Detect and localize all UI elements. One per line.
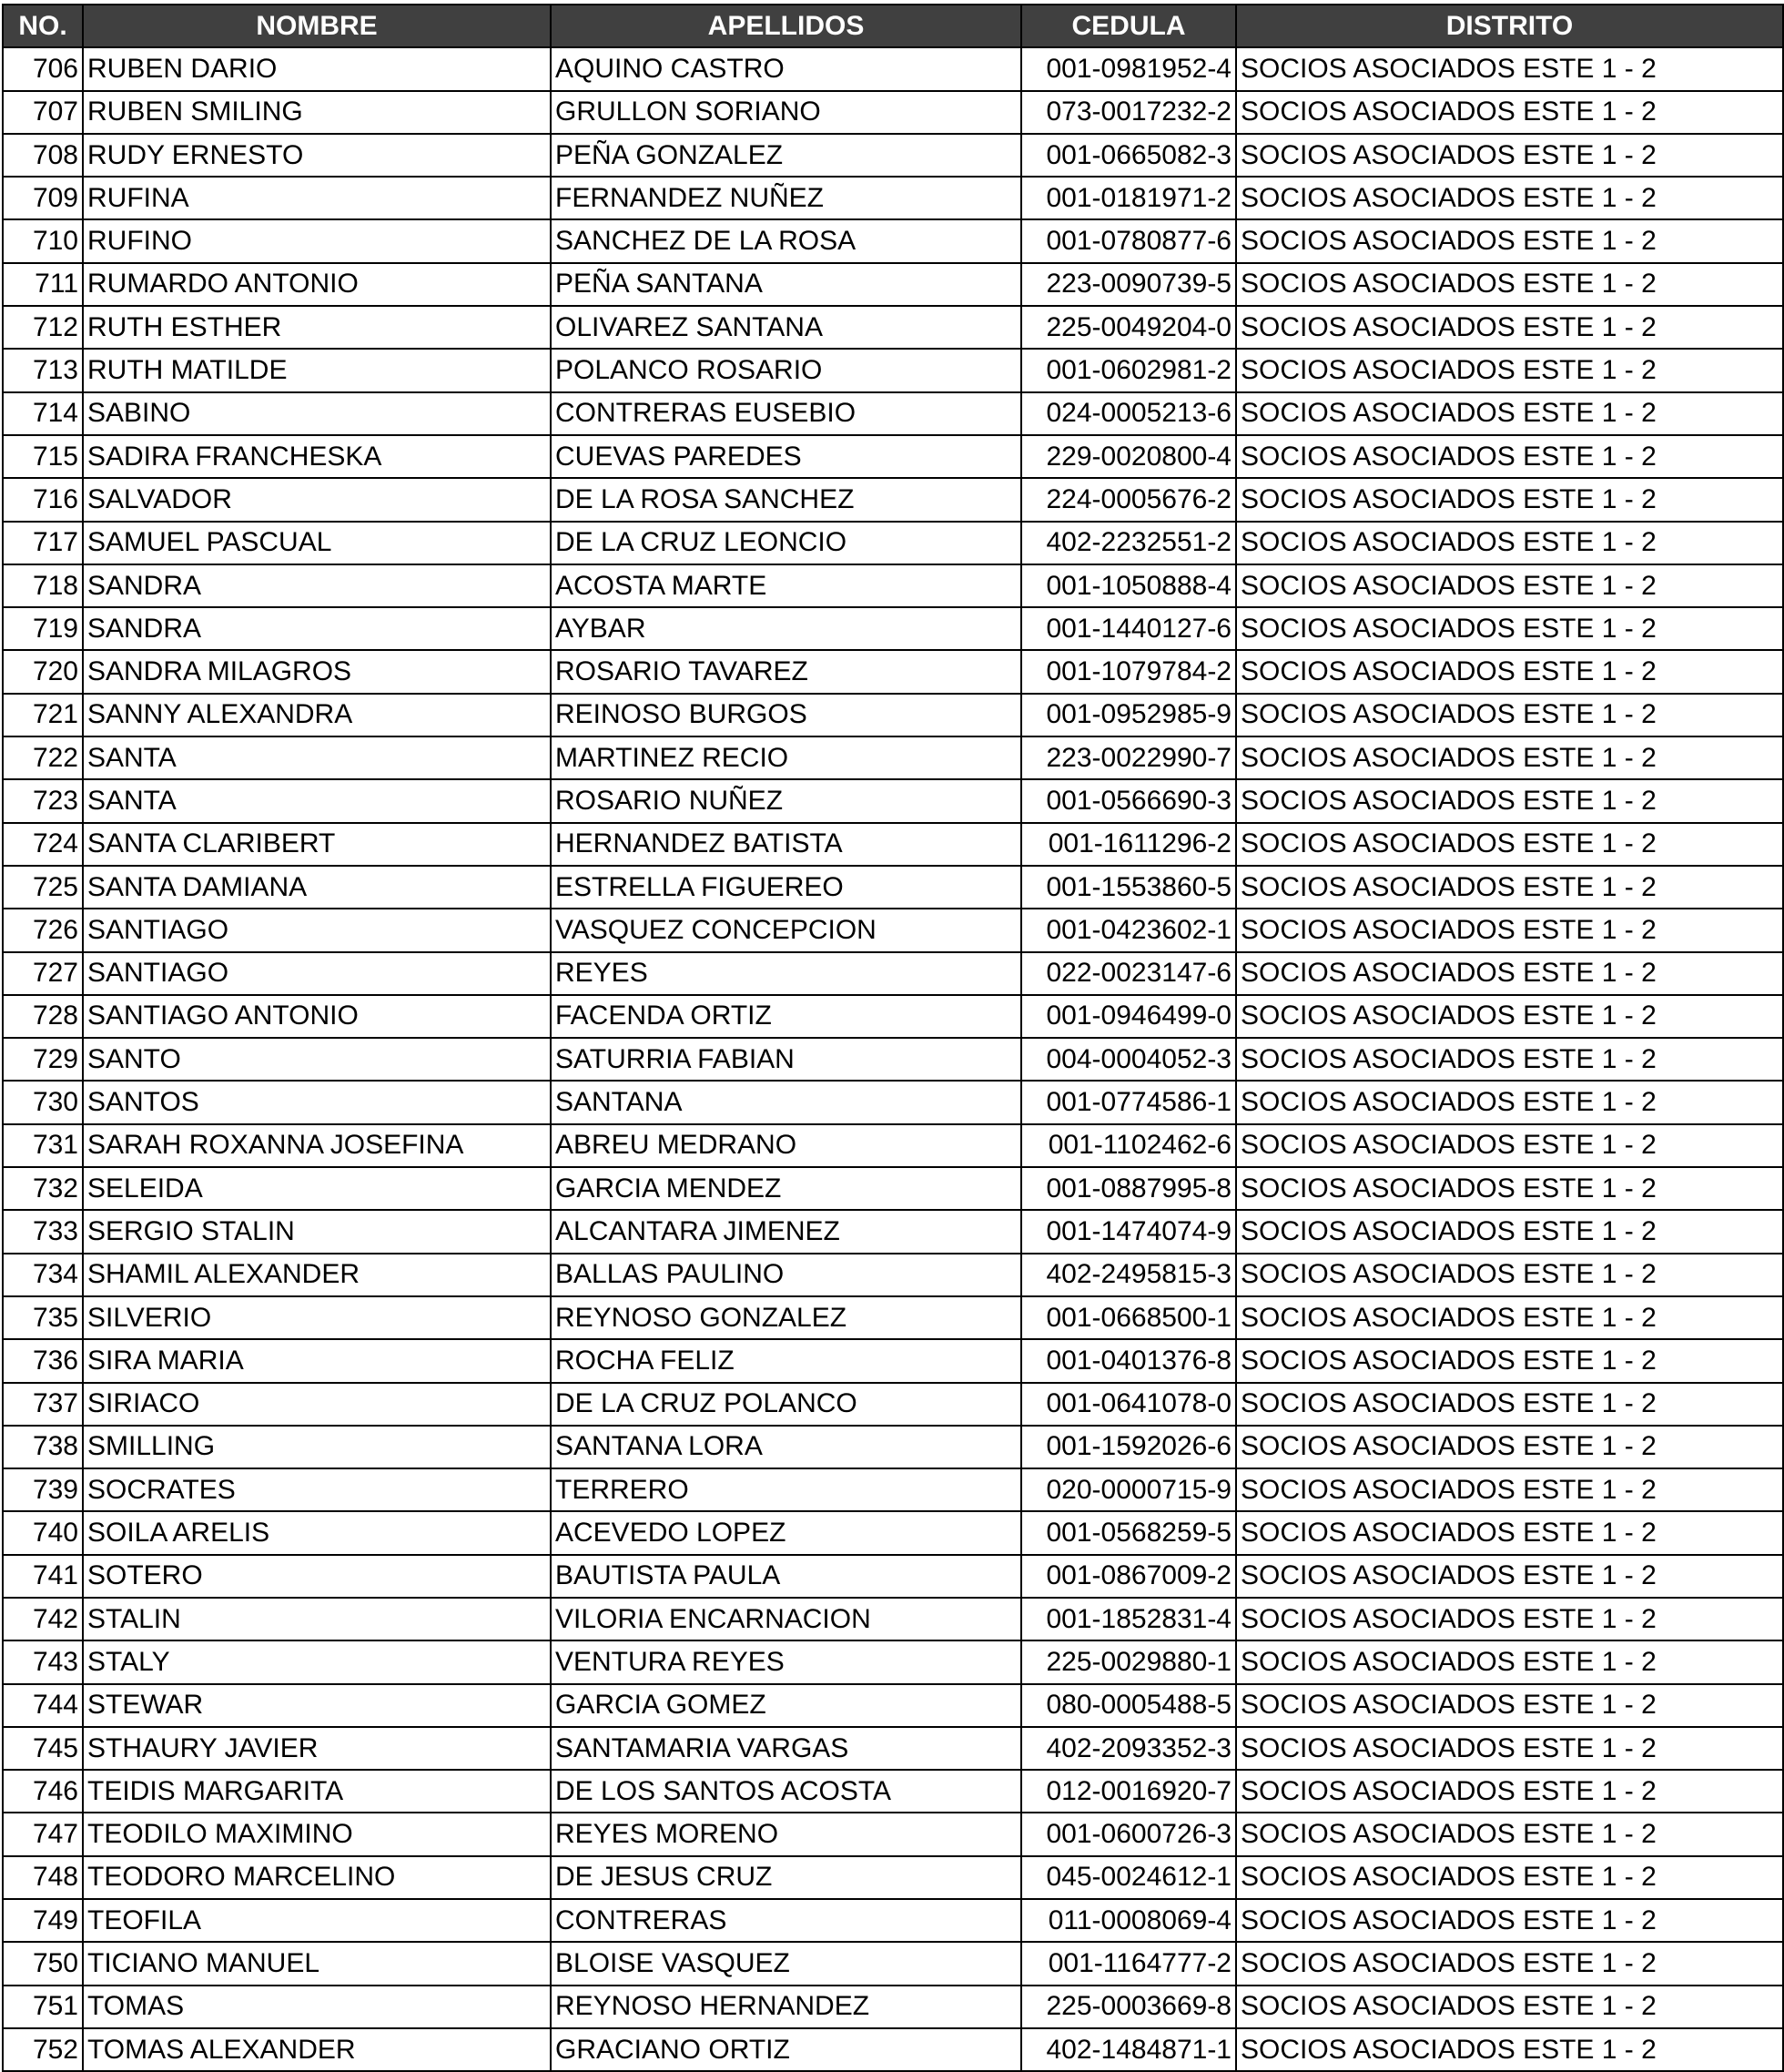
distrito-cell: SOCIOS ASOCIADOS ESTE 1 - 2 [1236,823,1783,866]
nombre-cell: SELEIDA [83,1167,551,1210]
distrito-cell: SOCIOS ASOCIADOS ESTE 1 - 2 [1236,607,1783,650]
distrito-cell: SOCIOS ASOCIADOS ESTE 1 - 2 [1236,306,1783,349]
nombre-cell: SANTA [83,736,551,779]
no-cell: 734 [3,1254,83,1296]
no-cell: 715 [3,435,83,478]
apellidos-cell: ALCANTARA JIMENEZ [551,1210,1021,1253]
no-cell: 729 [3,1038,83,1081]
no-cell: 708 [3,134,83,177]
cedula-cell: 001-0668500-1 [1021,1296,1236,1339]
column-header-cedula: CEDULA [1021,5,1236,47]
apellidos-cell: VENTURA REYES [551,1640,1021,1683]
table-row [3,177,1783,219]
table-row [3,1899,1783,1942]
no-cell: 716 [3,478,83,521]
column-header-distrito: DISTRITO [1236,5,1783,47]
table-row [3,736,1783,779]
table-row [3,1383,1783,1426]
distrito-cell: SOCIOS ASOCIADOS ESTE 1 - 2 [1236,2028,1783,2071]
distrito-cell: SOCIOS ASOCIADOS ESTE 1 - 2 [1236,349,1783,391]
table-row [3,909,1783,951]
nombre-cell: TOMAS [83,1986,551,2028]
nombre-cell: RUFINO [83,219,551,262]
no-cell: 726 [3,909,83,951]
cedula-cell: 001-1440127-6 [1021,607,1236,650]
apellidos-cell: BLOISE VASQUEZ [551,1942,1021,1985]
apellidos-cell: CONTRERAS [551,1899,1021,1942]
no-cell: 728 [3,995,83,1038]
cedula-cell: 225-0029880-1 [1021,1640,1236,1683]
cedula-cell: 229-0020800-4 [1021,435,1236,478]
nombre-cell: RUTH ESTHER [83,306,551,349]
apellidos-cell: MARTINEZ RECIO [551,736,1021,779]
no-cell: 735 [3,1296,83,1339]
table-row [3,1555,1783,1598]
cedula-cell: 001-0981952-4 [1021,47,1236,90]
apellidos-cell: ESTRELLA FIGUEREO [551,866,1021,909]
distrito-cell: SOCIOS ASOCIADOS ESTE 1 - 2 [1236,564,1783,607]
distrito-cell: SOCIOS ASOCIADOS ESTE 1 - 2 [1236,1684,1783,1727]
nombre-cell: RUDY ERNESTO [83,134,551,177]
no-cell: 737 [3,1383,83,1426]
apellidos-cell: POLANCO ROSARIO [551,349,1021,391]
cedula-cell: 024-0005213-6 [1021,392,1236,435]
nombre-cell: SANTA CLARIBERT [83,823,551,866]
no-cell: 731 [3,1124,83,1167]
apellidos-cell: CONTRERAS EUSEBIO [551,392,1021,435]
table-row [3,866,1783,909]
cedula-cell: 001-0641078-0 [1021,1383,1236,1426]
distrito-cell: SOCIOS ASOCIADOS ESTE 1 - 2 [1236,1254,1783,1296]
nombre-cell: SHAMIL ALEXANDER [83,1254,551,1296]
nombre-cell: SANDRA [83,607,551,650]
no-cell: 747 [3,1813,83,1855]
table-row [3,607,1783,650]
distrito-cell: SOCIOS ASOCIADOS ESTE 1 - 2 [1236,952,1783,995]
table-row [3,995,1783,1038]
table-row [3,306,1783,349]
apellidos-cell: REYNOSO HERNANDEZ [551,1986,1021,2028]
nombre-cell: RUBEN SMILING [83,91,551,134]
apellidos-cell: REYES [551,952,1021,995]
apellidos-cell: SANCHEZ DE LA ROSA [551,219,1021,262]
cedula-cell: 011-0008069-4 [1021,1899,1236,1942]
cedula-cell: 001-1102462-6 [1021,1124,1236,1167]
nombre-cell: SOCRATES [83,1468,551,1511]
table-row [3,349,1783,391]
table-row [3,134,1783,177]
apellidos-cell: ABREU MEDRANO [551,1124,1021,1167]
distrito-cell: SOCIOS ASOCIADOS ESTE 1 - 2 [1236,219,1783,262]
no-cell: 724 [3,823,83,866]
distrito-cell: SOCIOS ASOCIADOS ESTE 1 - 2 [1236,1511,1783,1554]
no-cell: 711 [3,263,83,306]
table-row [3,1124,1783,1167]
table-row [3,1081,1783,1123]
distrito-cell: SOCIOS ASOCIADOS ESTE 1 - 2 [1236,1986,1783,2028]
distrito-cell: SOCIOS ASOCIADOS ESTE 1 - 2 [1236,177,1783,219]
no-cell: 751 [3,1986,83,2028]
distrito-cell: SOCIOS ASOCIADOS ESTE 1 - 2 [1236,1167,1783,1210]
nombre-cell: TEOFILA [83,1899,551,1942]
apellidos-cell: GRULLON SORIANO [551,91,1021,134]
cedula-cell: 001-0665082-3 [1021,134,1236,177]
nombre-cell: SABINO [83,392,551,435]
distrito-cell: SOCIOS ASOCIADOS ESTE 1 - 2 [1236,1856,1783,1899]
distrito-cell: SOCIOS ASOCIADOS ESTE 1 - 2 [1236,1426,1783,1468]
table-row [3,564,1783,607]
table-row [3,1856,1783,1899]
nombre-cell: RUMARDO ANTONIO [83,263,551,306]
cedula-cell: 001-1050888-4 [1021,564,1236,607]
apellidos-cell: FACENDA ORTIZ [551,995,1021,1038]
nombre-cell: SANTOS [83,1081,551,1123]
table-row [3,1468,1783,1511]
no-cell: 714 [3,392,83,435]
no-cell: 746 [3,1770,83,1813]
nombre-cell: RUTH MATILDE [83,349,551,391]
cedula-cell: 224-0005676-2 [1021,478,1236,521]
nombre-cell: TEODILO MAXIMINO [83,1813,551,1855]
nombre-cell: SANDRA [83,564,551,607]
table-row [3,1813,1783,1855]
nombre-cell: SIRIACO [83,1383,551,1426]
cedula-cell: 001-0887995-8 [1021,1167,1236,1210]
table-row [3,1038,1783,1081]
distrito-cell: SOCIOS ASOCIADOS ESTE 1 - 2 [1236,866,1783,909]
nombre-cell: RUBEN DARIO [83,47,551,90]
cedula-cell: 001-0602981-2 [1021,349,1236,391]
apellidos-cell: DE LA ROSA SANCHEZ [551,478,1021,521]
apellidos-cell: VILORIA ENCARNACION [551,1598,1021,1640]
apellidos-cell: DE JESUS CRUZ [551,1856,1021,1899]
table-row [3,47,1783,90]
distrito-cell: SOCIOS ASOCIADOS ESTE 1 - 2 [1236,1899,1783,1942]
cedula-cell: 402-2495815-3 [1021,1254,1236,1296]
table-row [3,1167,1783,1210]
apellidos-cell: ACOSTA MARTE [551,564,1021,607]
cedula-cell: 045-0024612-1 [1021,1856,1236,1899]
no-cell: 720 [3,650,83,693]
cedula-cell: 001-0867009-2 [1021,1555,1236,1598]
no-cell: 706 [3,47,83,90]
distrito-cell: SOCIOS ASOCIADOS ESTE 1 - 2 [1236,134,1783,177]
table-row [3,650,1783,693]
no-cell: 745 [3,1727,83,1770]
table-row [3,1296,1783,1339]
table-row [3,478,1783,521]
distrito-cell: SOCIOS ASOCIADOS ESTE 1 - 2 [1236,1727,1783,1770]
cedula-cell: 001-0780877-6 [1021,219,1236,262]
no-cell: 709 [3,177,83,219]
distrito-cell: SOCIOS ASOCIADOS ESTE 1 - 2 [1236,736,1783,779]
apellidos-cell: SANTAMARIA VARGAS [551,1727,1021,1770]
no-cell: 732 [3,1167,83,1210]
no-cell: 733 [3,1210,83,1253]
apellidos-cell: FERNANDEZ NUÑEZ [551,177,1021,219]
distrito-cell: SOCIOS ASOCIADOS ESTE 1 - 2 [1236,650,1783,693]
table-row [3,1640,1783,1683]
apellidos-cell: REYNOSO GONZALEZ [551,1296,1021,1339]
no-cell: 718 [3,564,83,607]
nombre-cell: TICIANO MANUEL [83,1942,551,1985]
cedula-cell: 402-1484871-1 [1021,2028,1236,2071]
column-header-apellidos: APELLIDOS [551,5,1021,47]
distrito-cell: SOCIOS ASOCIADOS ESTE 1 - 2 [1236,694,1783,736]
cedula-cell: 223-0022990-7 [1021,736,1236,779]
apellidos-cell: DE LA CRUZ POLANCO [551,1383,1021,1426]
apellidos-cell: AQUINO CASTRO [551,47,1021,90]
distrito-cell: SOCIOS ASOCIADOS ESTE 1 - 2 [1236,1383,1783,1426]
cedula-cell: 001-1164777-2 [1021,1942,1236,1985]
cedula-cell: 080-0005488-5 [1021,1684,1236,1727]
apellidos-cell: CUEVAS PAREDES [551,435,1021,478]
column-header-nombre: NOMBRE [83,5,551,47]
cedula-cell: 001-0952985-9 [1021,694,1236,736]
apellidos-cell: ROSARIO NUÑEZ [551,779,1021,822]
distrito-cell: SOCIOS ASOCIADOS ESTE 1 - 2 [1236,522,1783,564]
apellidos-cell: AYBAR [551,607,1021,650]
no-cell: 723 [3,779,83,822]
nombre-cell: SILVERIO [83,1296,551,1339]
nombre-cell: TEIDIS MARGARITA [83,1770,551,1813]
cedula-cell: 001-0568259-5 [1021,1511,1236,1554]
cedula-cell: 225-0049204-0 [1021,306,1236,349]
apellidos-cell: ROCHA FELIZ [551,1339,1021,1382]
apellidos-cell: SANTANA LORA [551,1426,1021,1468]
distrito-cell: SOCIOS ASOCIADOS ESTE 1 - 2 [1236,263,1783,306]
no-cell: 722 [3,736,83,779]
no-cell: 730 [3,1081,83,1123]
cedula-cell: 402-2093352-3 [1021,1727,1236,1770]
table-row [3,1254,1783,1296]
nombre-cell: SMILLING [83,1426,551,1468]
no-cell: 736 [3,1339,83,1382]
distrito-cell: SOCIOS ASOCIADOS ESTE 1 - 2 [1236,478,1783,521]
distrito-cell: SOCIOS ASOCIADOS ESTE 1 - 2 [1236,909,1783,951]
table-row [3,263,1783,306]
distrito-cell: SOCIOS ASOCIADOS ESTE 1 - 2 [1236,392,1783,435]
nombre-cell: STEWAR [83,1684,551,1727]
nombre-cell: SANTIAGO [83,952,551,995]
no-cell: 742 [3,1598,83,1640]
cedula-cell: 001-0566690-3 [1021,779,1236,822]
apellidos-cell: DE LOS SANTOS ACOSTA [551,1770,1021,1813]
no-cell: 717 [3,522,83,564]
table-row [3,1339,1783,1382]
table-row [3,1511,1783,1554]
cedula-cell: 022-0023147-6 [1021,952,1236,995]
no-cell: 738 [3,1426,83,1468]
nombre-cell: SANNY ALEXANDRA [83,694,551,736]
cedula-cell: 001-1592026-6 [1021,1426,1236,1468]
table-row [3,1684,1783,1727]
no-cell: 725 [3,866,83,909]
no-cell: 727 [3,952,83,995]
nombre-cell: SANDRA MILAGROS [83,650,551,693]
cedula-cell: 223-0090739-5 [1021,263,1236,306]
distrito-cell: SOCIOS ASOCIADOS ESTE 1 - 2 [1236,1210,1783,1253]
distrito-cell: SOCIOS ASOCIADOS ESTE 1 - 2 [1236,1339,1783,1382]
no-cell: 741 [3,1555,83,1598]
distrito-cell: SOCIOS ASOCIADOS ESTE 1 - 2 [1236,1640,1783,1683]
table-row [3,779,1783,822]
nombre-cell: SOTERO [83,1555,551,1598]
distrito-cell: SOCIOS ASOCIADOS ESTE 1 - 2 [1236,47,1783,90]
table-row [3,2028,1783,2071]
table-row [3,435,1783,478]
no-cell: 748 [3,1856,83,1899]
cedula-cell: 012-0016920-7 [1021,1770,1236,1813]
distrito-cell: SOCIOS ASOCIADOS ESTE 1 - 2 [1236,1124,1783,1167]
table-row [3,1986,1783,2028]
table-row [3,522,1783,564]
nombre-cell: SERGIO STALIN [83,1210,551,1253]
cedula-cell: 001-0946499-0 [1021,995,1236,1038]
no-cell: 719 [3,607,83,650]
distrito-cell: SOCIOS ASOCIADOS ESTE 1 - 2 [1236,1081,1783,1123]
nombre-cell: SALVADOR [83,478,551,521]
distrito-cell: SOCIOS ASOCIADOS ESTE 1 - 2 [1236,435,1783,478]
cedula-cell: 001-0600726-3 [1021,1813,1236,1855]
apellidos-cell: GARCIA MENDEZ [551,1167,1021,1210]
no-cell: 749 [3,1899,83,1942]
distrito-cell: SOCIOS ASOCIADOS ESTE 1 - 2 [1236,1038,1783,1081]
distrito-cell: SOCIOS ASOCIADOS ESTE 1 - 2 [1236,995,1783,1038]
nombre-cell: STALIN [83,1598,551,1640]
apellidos-cell: VASQUEZ CONCEPCION [551,909,1021,951]
table-row [3,694,1783,736]
apellidos-cell: GRACIANO ORTIZ [551,2028,1021,2071]
no-cell: 713 [3,349,83,391]
distrito-cell: SOCIOS ASOCIADOS ESTE 1 - 2 [1236,91,1783,134]
cedula-cell: 073-0017232-2 [1021,91,1236,134]
nombre-cell: SANTO [83,1038,551,1081]
nombre-cell: SANTIAGO [83,909,551,951]
no-cell: 739 [3,1468,83,1511]
table-row [3,1942,1783,1985]
cedula-cell: 001-1474074-9 [1021,1210,1236,1253]
table-row [3,1770,1783,1813]
column-header-no: NO. [3,5,83,47]
apellidos-cell: BALLAS PAULINO [551,1254,1021,1296]
cedula-cell: 001-1553860-5 [1021,866,1236,909]
table-row [3,91,1783,134]
distrito-cell: SOCIOS ASOCIADOS ESTE 1 - 2 [1236,1555,1783,1598]
apellidos-cell: OLIVAREZ SANTANA [551,306,1021,349]
table-row [3,1598,1783,1640]
apellidos-cell: REINOSO BURGOS [551,694,1021,736]
nombre-cell: TOMAS ALEXANDER [83,2028,551,2071]
table-row [3,823,1783,866]
cedula-cell: 225-0003669-8 [1021,1986,1236,2028]
cedula-cell: 001-1611296-2 [1021,823,1236,866]
distrito-cell: SOCIOS ASOCIADOS ESTE 1 - 2 [1236,1770,1783,1813]
distrito-cell: SOCIOS ASOCIADOS ESTE 1 - 2 [1236,1813,1783,1855]
distrito-cell: SOCIOS ASOCIADOS ESTE 1 - 2 [1236,1468,1783,1511]
distrito-cell: SOCIOS ASOCIADOS ESTE 1 - 2 [1236,1296,1783,1339]
no-cell: 750 [3,1942,83,1985]
nombre-cell: SAMUEL PASCUAL [83,522,551,564]
nombre-cell: SARAH ROXANNA JOSEFINA [83,1124,551,1167]
nombre-cell: SANTA DAMIANA [83,866,551,909]
cedula-cell: 004-0004052-3 [1021,1038,1236,1081]
table-row [3,1727,1783,1770]
no-cell: 740 [3,1511,83,1554]
apellidos-cell: HERNANDEZ BATISTA [551,823,1021,866]
apellidos-cell: REYES MORENO [551,1813,1021,1855]
distrito-cell: SOCIOS ASOCIADOS ESTE 1 - 2 [1236,1942,1783,1985]
nombre-cell: SANTIAGO ANTONIO [83,995,551,1038]
table-row [3,392,1783,435]
no-cell: 710 [3,219,83,262]
cedula-cell: 001-0774586-1 [1021,1081,1236,1123]
nombre-cell: SIRA MARIA [83,1339,551,1382]
header-row [3,5,1783,47]
table-row [3,952,1783,995]
cedula-cell: 402-2232551-2 [1021,522,1236,564]
apellidos-cell: DE LA CRUZ LEONCIO [551,522,1021,564]
apellidos-cell: SATURRIA FABIAN [551,1038,1021,1081]
members-table [2,4,1784,2072]
nombre-cell: SADIRA FRANCHESKA [83,435,551,478]
apellidos-cell: ACEVEDO LOPEZ [551,1511,1021,1554]
no-cell: 721 [3,694,83,736]
distrito-cell: SOCIOS ASOCIADOS ESTE 1 - 2 [1236,779,1783,822]
apellidos-cell: PEÑA GONZALEZ [551,134,1021,177]
apellidos-cell: TERRERO [551,1468,1021,1511]
nombre-cell: STHAURY JAVIER [83,1727,551,1770]
cedula-cell: 020-0000715-9 [1021,1468,1236,1511]
nombre-cell: SANTA [83,779,551,822]
cedula-cell: 001-0423602-1 [1021,909,1236,951]
no-cell: 744 [3,1684,83,1727]
apellidos-cell: SANTANA [551,1081,1021,1123]
cedula-cell: 001-0401376-8 [1021,1339,1236,1382]
cedula-cell: 001-1079784-2 [1021,650,1236,693]
table-row [3,219,1783,262]
apellidos-cell: GARCIA GOMEZ [551,1684,1021,1727]
table-row [3,1210,1783,1253]
nombre-cell: SOILA ARELIS [83,1511,551,1554]
apellidos-cell: ROSARIO TAVAREZ [551,650,1021,693]
apellidos-cell: BAUTISTA PAULA [551,1555,1021,1598]
distrito-cell: SOCIOS ASOCIADOS ESTE 1 - 2 [1236,1598,1783,1640]
nombre-cell: RUFINA [83,177,551,219]
table-row [3,1426,1783,1468]
no-cell: 752 [3,2028,83,2071]
no-cell: 743 [3,1640,83,1683]
no-cell: 707 [3,91,83,134]
apellidos-cell: PEÑA SANTANA [551,263,1021,306]
nombre-cell: STALY [83,1640,551,1683]
nombre-cell: TEODORO MARCELINO [83,1856,551,1899]
cedula-cell: 001-1852831-4 [1021,1598,1236,1640]
no-cell: 712 [3,306,83,349]
cedula-cell: 001-0181971-2 [1021,177,1236,219]
